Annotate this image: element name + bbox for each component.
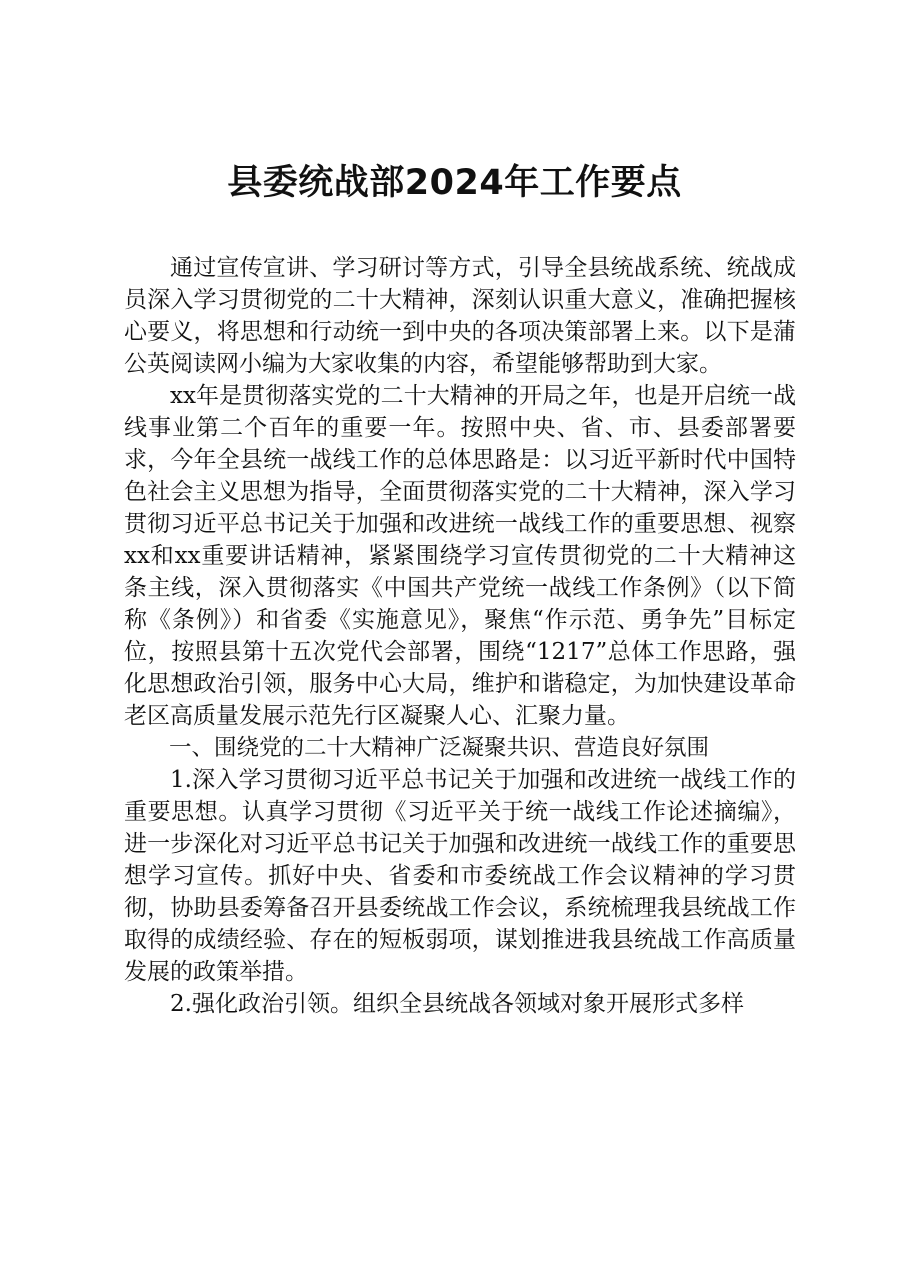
overview-paragraph: xx年是贯彻落实党的二十大精神的开局之年，也是开启统一战线事业第二个百年的重要一年。按照中央、省、市、县委部署要求，今年全县统一战线工作的总体思路是：以习近平新时代中国特色社会主义思想为指导，全面贯彻落实党的二十大精神，深入学习贯彻习近平总书记关于加强和改进统一战线工作的重要思想、视察xx和xx重要讲话精神，紧紧围绕学习宣传贯彻党的二十大精神这条主线，深入贯彻落实《中国共产党统一战线工作条例》（以下简称《条例》）和省委《实施意见》，聚焦“作示范、勇争先”目标定位，按照县第十五次党代会部署，围绕“1217”总体工作思路，强化思想政治引领，服务中心大局，维护和谐稳定，为加快建设革命老区高质量发展示范先行区凝聚人心、汇聚力量。 <box>124 383 796 729</box>
document-body <box>124 252 796 1020</box>
item-paragraph-2: 2.强化政治引领。组织全县统战各领域对象开展形式多样 <box>170 991 744 1017</box>
item-paragraph-1: 1.深入学习贯彻习近平总书记关于加强和改进统一战线工作的重要思想。认真学习贯彻《习近平关于统一战线工作论述摘编》，进一步深化对习近平总书记关于加强和改进统一战线工作的重要思想学习宣传。抓好中央、省委和市委统战工作会议精神的学习贯彻，协助县委筹备召开县委统战工作会议，系统梳理我县统战工作取得的成绩经验、存在的短板弱项，谋划推进我县统战工作高质量发展的政策举措。 <box>124 767 796 985</box>
intro-paragraph: 通过宣传宣讲、学习研讨等方式，引导全县统战系统、统战成员深入学习贯彻党的二十大精神，深刻认识重大意义，准确把握核心要义，将思想和行动统一到中央的各项决策部署上来。以下是蒲公英阅读网小编为大家收集的内容，希望能够帮助到大家。 <box>124 255 796 377</box>
document-title: 县委统战部2024年工作要点 <box>227 163 682 203</box>
section-heading-1: 一、围绕党的二十大精神广泛凝聚共识、营造良好氛围 <box>169 735 710 761</box>
